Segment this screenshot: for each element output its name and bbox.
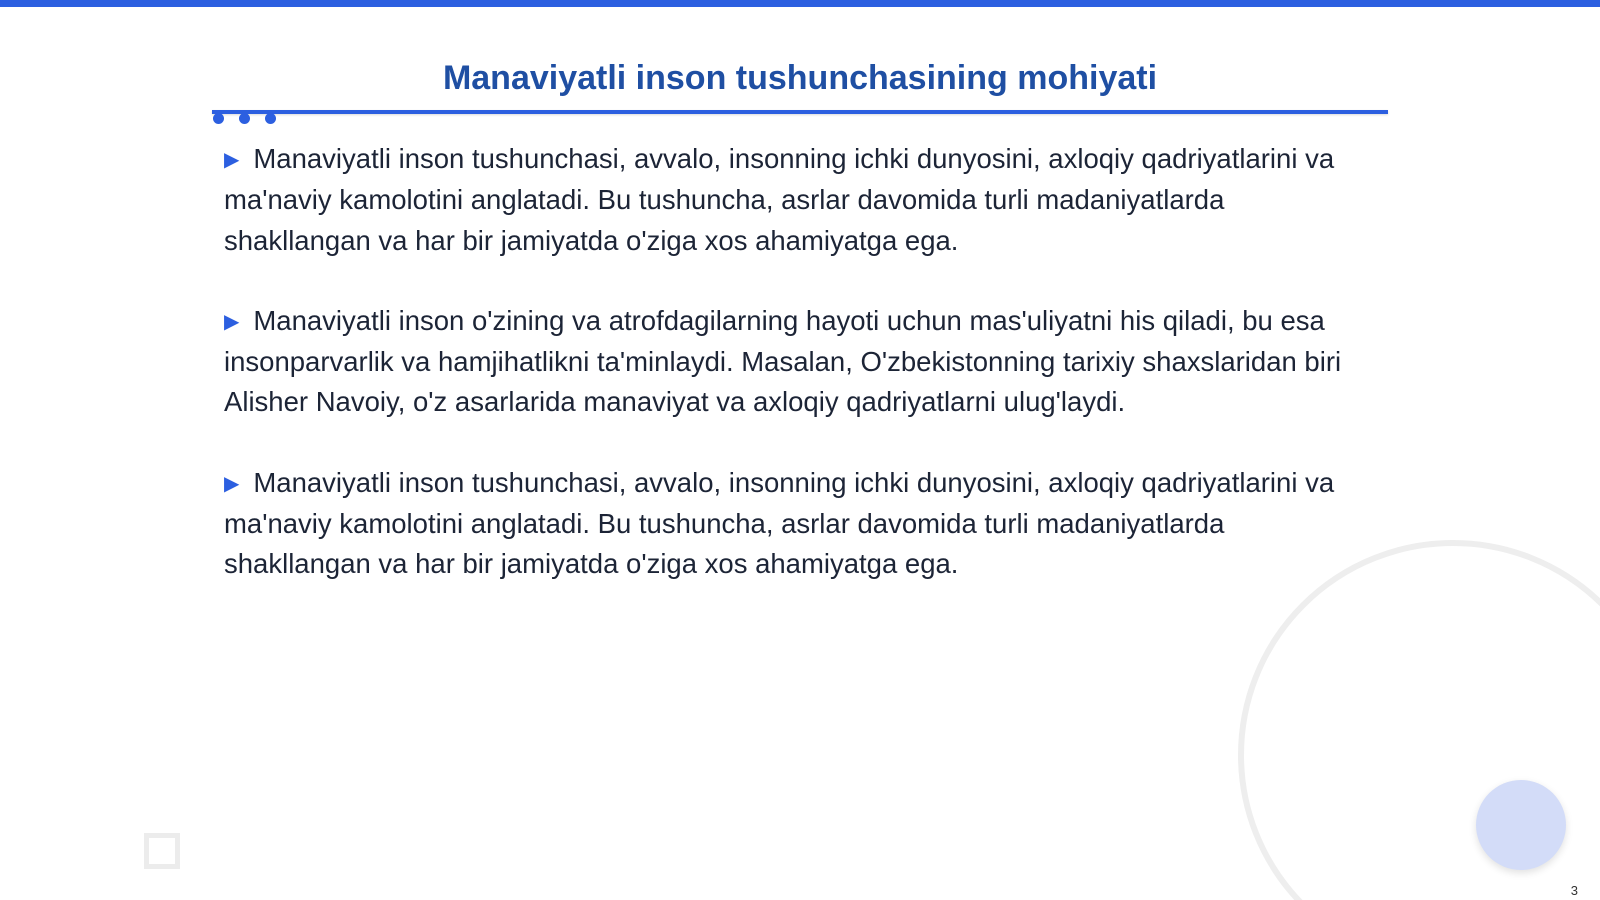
triangle-right-icon: ▶ — [224, 149, 240, 171]
bullet-item — [224, 301, 1374, 423]
decorative-dot — [239, 113, 250, 124]
bullet-item — [224, 139, 1374, 261]
bullet-list — [224, 139, 1374, 625]
page-number: 3 — [1570, 883, 1578, 898]
decorative-circle — [1476, 780, 1566, 870]
bullet-text: Manaviyatli inson tushunchasi, avvalo, insonning ichki dunyosini, axloqiy qadriyatlarini va ma'naviy kamolotini anglatadi. Bu tushuncha, asrlar davomida turli madaniyatlarda shakllangan va har bir jamiyatda o'ziga xos ahamiyatga ega. — [224, 466, 1335, 580]
triangle-right-icon: ▶ — [224, 310, 240, 333]
decorative-dot — [213, 113, 224, 124]
triangle-right-icon: ▶ — [224, 472, 240, 495]
decorative-square — [144, 833, 180, 869]
slide-title: Manaviyatli inson tushunchasining mohiyati — [442, 59, 1158, 97]
title-underline — [212, 110, 1388, 114]
bullet-text: Manaviyatli inson o'zining va atrofdagilarning hayoti uchun mas'uliyatni his qiladi, bu esa insonparvarlik va hamjihatlikni ta'minlaydi. Masalan, O'zbekistonning tarixiy shaxslaridan biri Alisher Navoiy, o'z asarlarida manaviyat va axloqiy qadriyatlarni ulug'laydi. — [224, 304, 1342, 418]
bullet-text: Manaviyatli inson tushunchasi, avvalo, insonning ichki dunyosini, axloqiy qadriyatlarini va ma'naviy kamolotini anglatadi. Bu tushuncha, asrlar davomida turli madaniyatlarda shakllangan va har bir jamiyatda o'ziga xos ahamiyatga ega. — [224, 143, 1335, 256]
decorative-dot — [265, 113, 276, 124]
bullet-item — [224, 463, 1374, 585]
top-accent-bar — [0, 0, 1600, 7]
